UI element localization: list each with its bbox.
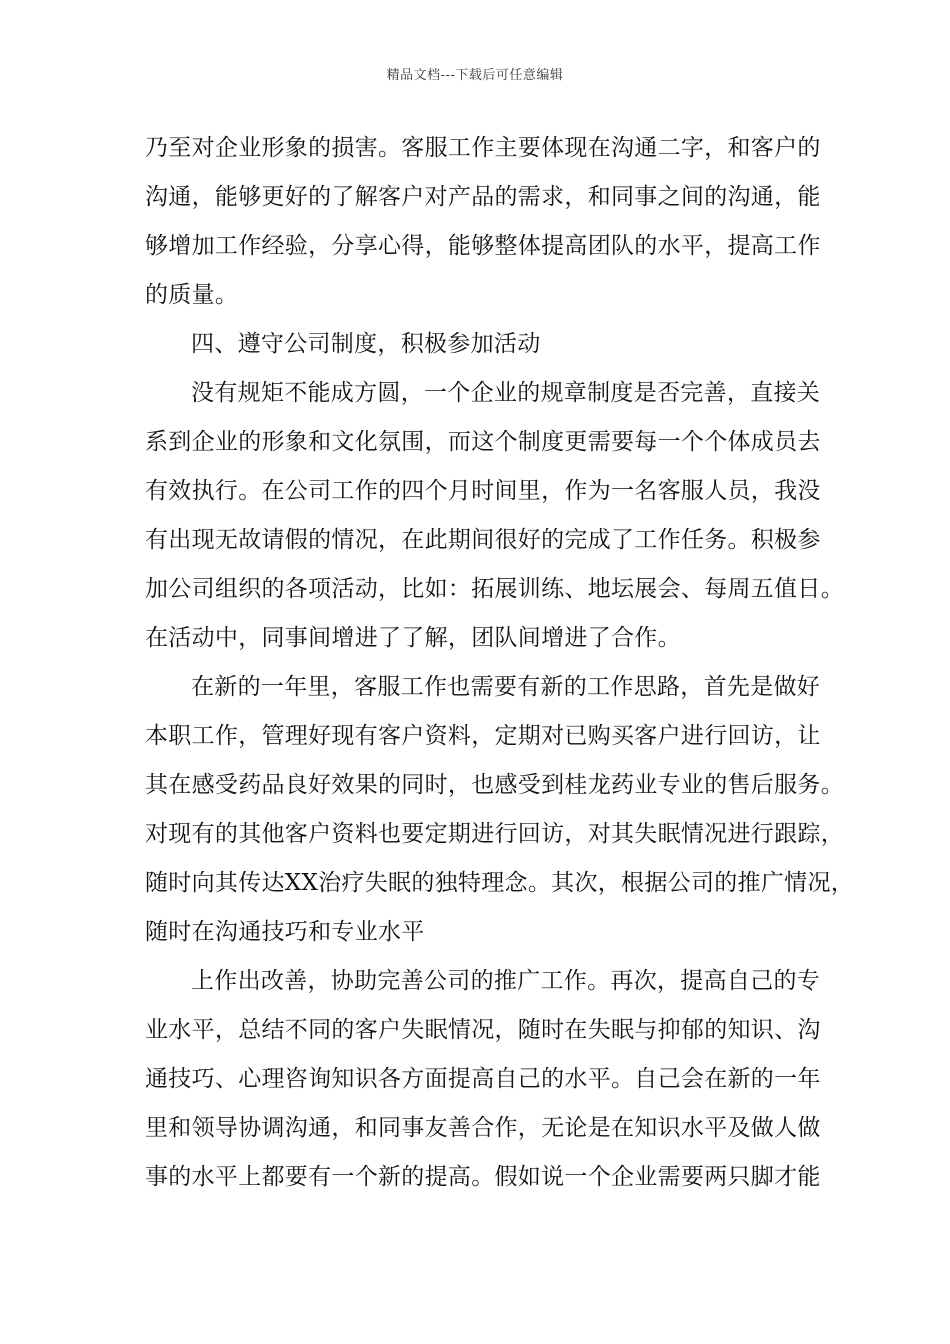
- text-line: 系到企业的形象和文化氛围，而这个制度更需要每一个个体成员去: [145, 429, 821, 455]
- text-line: 本职工作，管理好现有客户资料，定期对已购买客户进行回访，让: [145, 723, 821, 749]
- text-line: 加公司组织的各项活动，比如：拓展训练、地坛展会、每周五值日。: [145, 576, 844, 602]
- section-heading: 四、遵守公司制度，积极参加活动: [191, 331, 541, 357]
- page-header: 精品文档---下载后可任意编辑: [386, 68, 564, 83]
- text-line: 有效执行。在公司工作的四个月时间里，作为一名客服人员，我没: [145, 478, 821, 504]
- text-line: 随时向其传达XX治疗失眠的独特理念。其次，根据公司的推广情况，: [145, 870, 855, 896]
- text-line: 没有规矩不能成方圆，一个企业的规章制度是否完善，直接关: [191, 380, 821, 406]
- text-line: 乃至对企业形象的损害。客服工作主要体现在沟通二字，和客户的: [145, 135, 821, 161]
- text-line: 的质量。: [145, 282, 239, 308]
- text-line: 上作出改善，协助完善公司的推广工作。再次，提高自己的专: [191, 968, 821, 994]
- text-line: 随时在沟通技巧和专业水平: [145, 919, 425, 945]
- text-line: 其在感受药品良好效果的同时，也感受到桂龙药业专业的售后服务。: [145, 772, 844, 798]
- text-line: 沟通，能够更好的了解客户对产品的需求，和同事之间的沟通，能: [145, 184, 821, 210]
- text-line: 事的水平上都要有一个新的提高。假如说一个企业需要两只脚才能: [145, 1164, 821, 1190]
- text-line: 对现有的其他客户资料也要定期进行回访，对其失眠情况进行跟踪，: [145, 821, 844, 847]
- text-line: 通技巧、心理咨询知识各方面提高自己的水平。自己会在新的一年: [145, 1066, 821, 1092]
- document-body: [145, 124, 855, 1202]
- text-line: 够增加工作经验，分享心得，能够整体提高团队的水平，提高工作: [145, 233, 821, 259]
- text-line: 有出现无故请假的情况，在此期间很好的完成了工作任务。积极参: [145, 527, 821, 553]
- text-line: 在新的一年里，客服工作也需要有新的工作思路，首先是做好: [191, 674, 821, 700]
- text-line: 在活动中，同事间增进了了解，团队间增进了合作。: [145, 625, 681, 651]
- text-line: 里和领导协调沟通，和同事友善合作，无论是在知识水平及做人做: [145, 1115, 821, 1141]
- text-line: 业水平，总结不同的客户失眠情况，随时在失眠与抑郁的知识、沟: [145, 1017, 821, 1043]
